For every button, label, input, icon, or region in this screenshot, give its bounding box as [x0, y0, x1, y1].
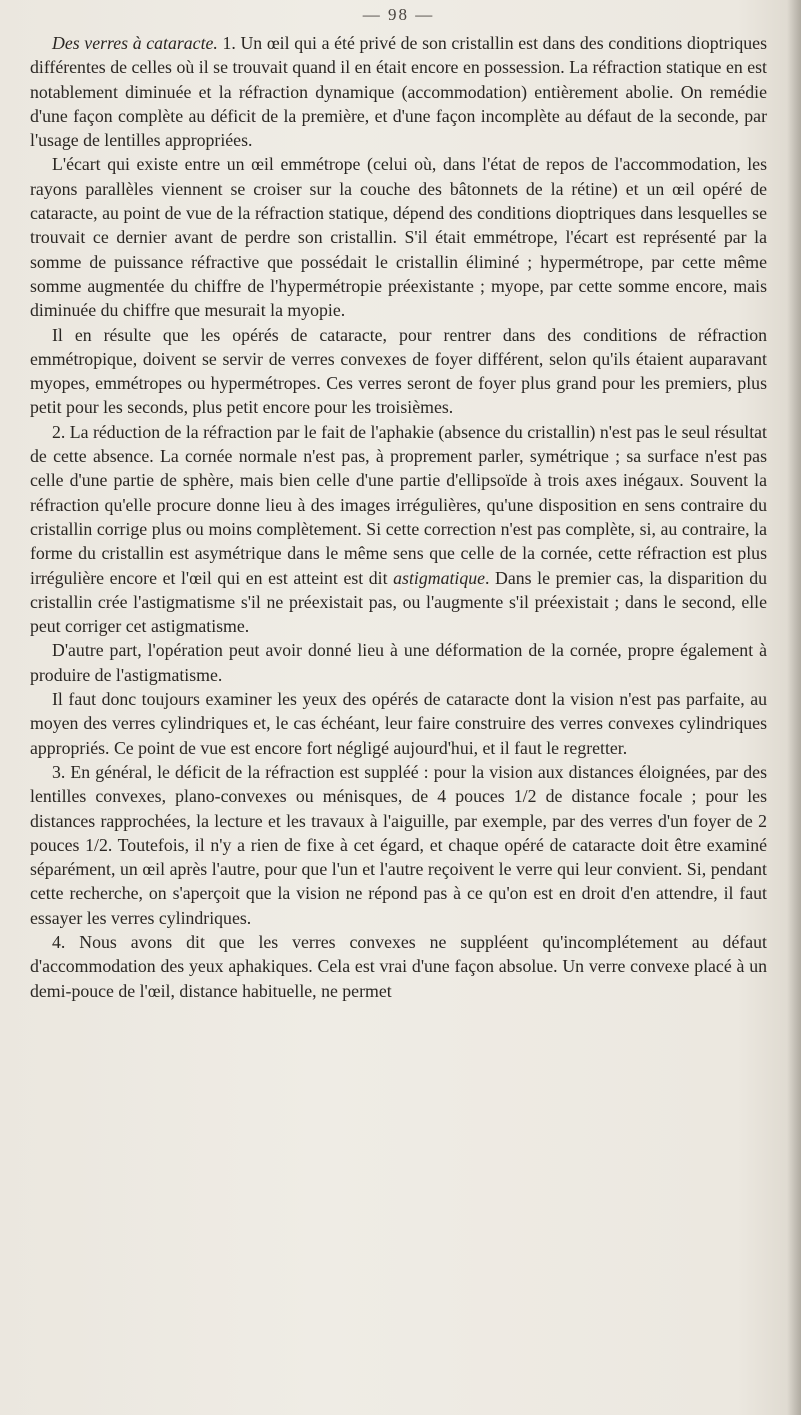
paragraph: Il faut donc toujours examiner les yeux des opérés de cataracte dont la vision n'est pas parfaite, au moyen des verres cylindriques et, le cas échéant, leur faire construire des verres convexes cylindriques appropriés. Ce point de vue est encore fort négligé aujourd'hui, et il faut le regretter. — [30, 689, 767, 758]
paragraph: L'écart qui existe entre un œil emmétrope (celui où, dans l'état de repos de l'accommodation, les rayons parallèles viennent se croiser sur la couche des bâtonnets de la rétine) et un œil opéré de cataracte, au point de vue de la réfraction statique, dépend des conditions dioptriques dans lesquelles se trouvait ce dernier avant de perdre son cristallin. S'il était emmétrope, l'écart est représenté par la somme de puissance réfractive que possédait le cristallin éliminé ; hypermétrope, par cette même somme augmentée du chiffre de l'hypermétropie préexistante ; myope, par cette somme encore, mais diminuée du chiffre que mesurait la myopie. — [30, 154, 767, 321]
paragraph: Il en résulte que les opérés de cataracte, pour rentrer dans des conditions de réfraction emmétropique, doivent se servir de verres convexes de foyer différent, selon qu'ils étaient auparavant myopes, emmétropes ou hypermétropes. Ces verres seront de foyer plus grand pour les premiers, plus petit pour les seconds, plus petit encore pour les troisièmes. — [30, 324, 767, 418]
paragraph: 3. En général, le déficit de la réfraction est suppléé : pour la vision aux distances éloignées, par des lentilles convexes, plano-convexes ou ménisques, de 4 pouces 1/2 de distance focale ; pour les distances rapprochées, la lecture et les travaux à l'aiguille, par exemple, par des verres d'un foyer de 2 pouces 1/2. Toutefois, il n'y a rien de fixe à cet égard, et chaque opéré de cataracte doit être examiné séparément, un œil après l'autre, pour que l'un et l'autre reçoivent le verre qui leur convient. Si, pendant cette recherche, on s'aperçoit que la vision ne répond pas à ce qu'on est en droit d'en attendre, il faut essayer les verres cylindriques. — [30, 761, 767, 928]
emphasized-term: astigmatique — [393, 567, 486, 588]
section-title: Des verres à cataracte. — [52, 33, 218, 53]
page-edge-shadow — [787, 0, 801, 1415]
paragraph-text: . Dans le premier cas, la disparition du cristallin crée l'astigmatisme s'il ne préexistait pas, ou l'augmente s'il préexistait ; dans le second, elle peut corriger cet astigmatisme. — [30, 567, 768, 637]
paragraph: D'autre part, l'opération peut avoir donné lieu à une déformation de la cornée, propre également à produire de l'astigmatisme. — [30, 640, 767, 685]
paragraph-text: 2. La réduction de la réfraction par le fait de l'aphakie (absence du cristallin) n'est pas le seul résultat de cette absence. La cornée normale n'est pas, à proprement parler, symétrique ; sa surface n'est pas celle d'une partie de sphère, mais bien celle d'une partie d'ellipsoïde à trois axes inégaux. Souvent la réfraction qu'elle procure donne lieu à des images irrégulières, qu'une disposition en sens contraire du cristallin corrige plus ou moins complètement. Si cette correction n'est pas complète, si, au contraire, la forme du cristallin est asymétrique dans le même sens que celle de la cornée, cette réfraction est plus irrégulière encore et l'œil qui en est atteint est dit — [30, 421, 767, 588]
page-number: — 98 — — [362, 5, 435, 24]
paragraph: 4. Nous avons dit que les verres convexes ne suppléent qu'incomplétement au défaut d'accommodation des yeux aphakiques. Cela est vrai d'une façon absolue. Un verre convexe placé à un demi-pouce de l'œil, distance habituelle, ne permet — [30, 931, 767, 1001]
page-body — [30, 31, 767, 1003]
paragraph — [30, 420, 767, 639]
paragraph-text: 1. Un œil qui a été privé de son cristallin est dans des conditions dioptriques différentes de celles où il se trouvait quand il en était encore en possession. La réfraction statique en est notablement diminuée et la réfraction dynamique (accommodation) entièrement abolie. On remédie d'une façon complète au déficit de la première, et d'une façon incomplète au défaut de la seconde, par l'usage de lentilles appropriées. — [30, 33, 767, 151]
paragraph — [30, 31, 767, 152]
